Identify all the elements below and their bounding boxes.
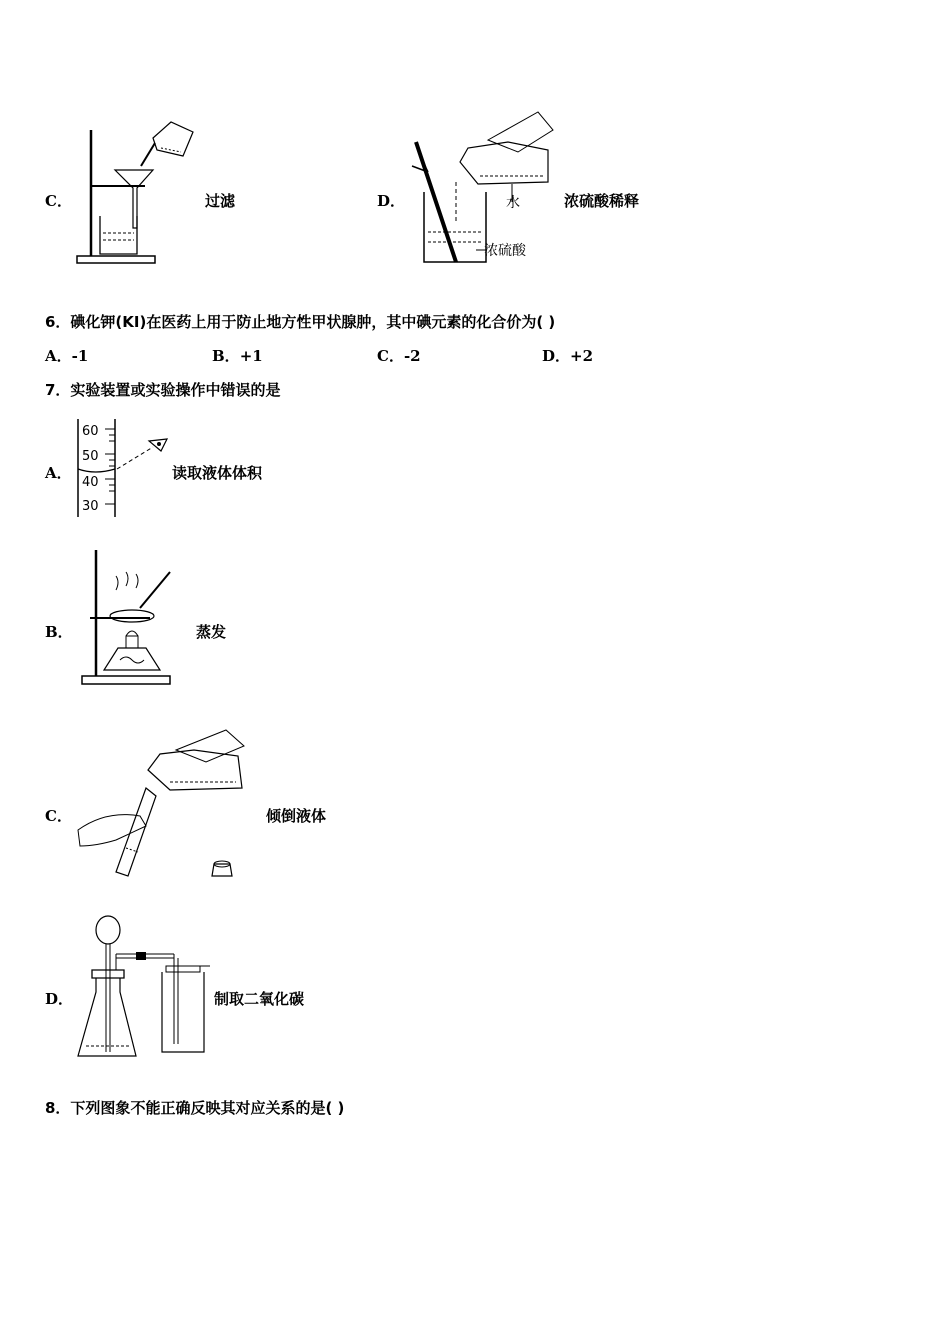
tick-50: 50: [82, 449, 99, 464]
co2-preparation-diagram: [74, 912, 214, 1064]
q6-option-a-value: -1: [71, 347, 89, 365]
q6-option-d-value: +2: [570, 347, 594, 365]
q7-option-c-text: 倾倒液体: [266, 807, 327, 825]
q5-option-c-text: 过滤: [205, 192, 236, 210]
q6-option-b: [212, 345, 263, 366]
q6-stem: 6．碘化钾(KI)在医药上用于防止地方性甲状腺肿，其中碘元素的化合价为( ): [45, 313, 556, 331]
q7-option-b-text: 蒸发: [196, 623, 227, 641]
q7-option-d-label: D．: [45, 990, 74, 1008]
filtration-diagram: [75, 118, 195, 268]
acid-dilution-diagram: [408, 112, 558, 267]
q7-option-a-label: A．: [45, 464, 72, 482]
q6-option-a: [45, 345, 88, 366]
tick-30: 30: [82, 499, 99, 514]
q6-option-b-value: +1: [239, 347, 263, 365]
q6-option-d-label: D．: [542, 347, 571, 365]
q8-stem: 8．下列图象不能正确反映其对应关系的是( ): [45, 1099, 345, 1117]
q7-option-a-text: 读取液体体积: [172, 464, 263, 482]
q6-option-c-value: -2: [403, 347, 421, 365]
acid-label: 浓硫酸: [484, 243, 526, 259]
q7-option-b-label: B．: [45, 623, 73, 641]
q5-option-d-text: 浓硫酸稀释: [564, 192, 640, 210]
q5-option-c-label: C．: [45, 192, 72, 210]
q6-option-c: [377, 345, 421, 366]
graduated-cylinder-diagram: [75, 417, 175, 519]
tick-60: 60: [82, 424, 99, 439]
q5-option-d-label: D．: [377, 192, 406, 210]
q6-option-a-label: A．: [45, 347, 72, 365]
tick-40: 40: [82, 475, 99, 490]
q7-option-c-label: C．: [45, 807, 72, 825]
q7-option-d-text: 制取二氧化碳: [214, 990, 305, 1008]
q7-stem: 7．实验装置或实验操作中错误的是: [45, 381, 281, 399]
q6-option-c-label: C．: [377, 347, 404, 365]
pouring-liquid-diagram: [76, 730, 246, 882]
water-label: 水: [506, 195, 520, 211]
q6-option-d: [542, 345, 593, 366]
evaporation-diagram: [80, 550, 180, 688]
q6-option-b-label: B．: [212, 347, 240, 365]
